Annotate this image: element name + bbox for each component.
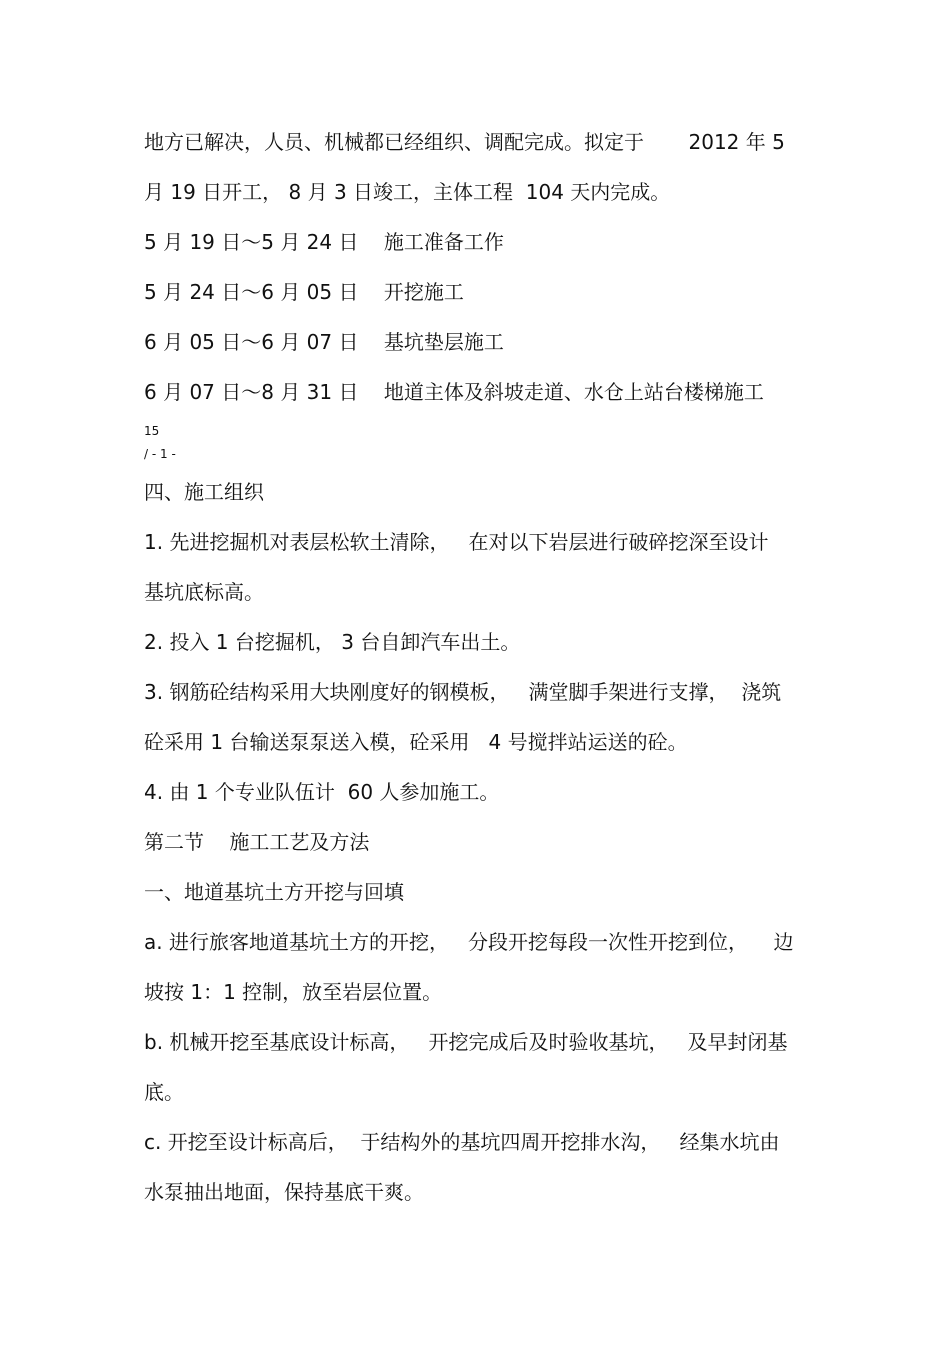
paragraph-line: 砼采用 1 台输送泵泵送入模，砼采用 4 号搅拌站运送的砼。 [144, 730, 688, 754]
page-number: 15 [144, 424, 160, 438]
schedule-line: 6 月 05 日～6 月 07 日 基坑垫层施工 [144, 330, 504, 354]
paragraph-line: 1. 先进挖掘机对表层松软土清除， 在对以下岩层进行破碎挖深至设计 [144, 530, 769, 554]
section-heading: 第二节 施工工艺及方法 [144, 830, 370, 854]
paragraph-line: 底。 [144, 1080, 184, 1104]
schedule-line: 6 月 07 日～8 月 31 日 地道主体及斜坡走道、水仓上站台楼梯施工 [144, 380, 764, 404]
paragraph-line: c. 开挖至设计标高后， 于结构外的基坑四周开挖排水沟， 经集水坑由 [144, 1130, 780, 1154]
schedule-line: 5 月 19 日～5 月 24 日 施工准备工作 [144, 230, 504, 254]
paragraph-line: 4. 由 1 个专业队伍计 60 人参加施工。 [144, 780, 500, 804]
paragraph-line: b. 机械开挖至基底设计标高， 开挖完成后及时验收基坑， 及早封闭基 [144, 1030, 788, 1054]
paragraph-line: 基坑底标高。 [144, 580, 264, 604]
schedule-line: 5 月 24 日～6 月 05 日 开挖施工 [144, 280, 464, 304]
paragraph-line: 水泵抽出地面，保持基底干爽。 [144, 1180, 424, 1204]
section-heading: 一、地道基坑土方开挖与回填 [144, 880, 404, 904]
paragraph-line: 月 19 日开工， 8 月 3 日竣工，主体工程 104 天内完成。 [144, 180, 671, 204]
paragraph-line: 坡按 1：1 控制，放至岩层位置。 [144, 980, 443, 1004]
paragraph-line: a. 进行旅客地道基坑土方的开挖， 分段开挖每段一次性开挖到位， 边 [144, 930, 794, 954]
paragraph-line: 2. 投入 1 台挖掘机， 3 台自卸汽车出土。 [144, 630, 521, 654]
section-heading: 四、施工组织 [144, 480, 264, 504]
paragraph-line: 3. 钢筋砼结构采用大块刚度好的钢模板， 满堂脚手架进行支撑， 浇筑 [144, 680, 782, 704]
paragraph-line: 地方已解决，人员、机械都已经组织、调配完成。拟定于 2012 年 5 [144, 130, 785, 154]
page-footer: / - 1 - [144, 447, 176, 461]
